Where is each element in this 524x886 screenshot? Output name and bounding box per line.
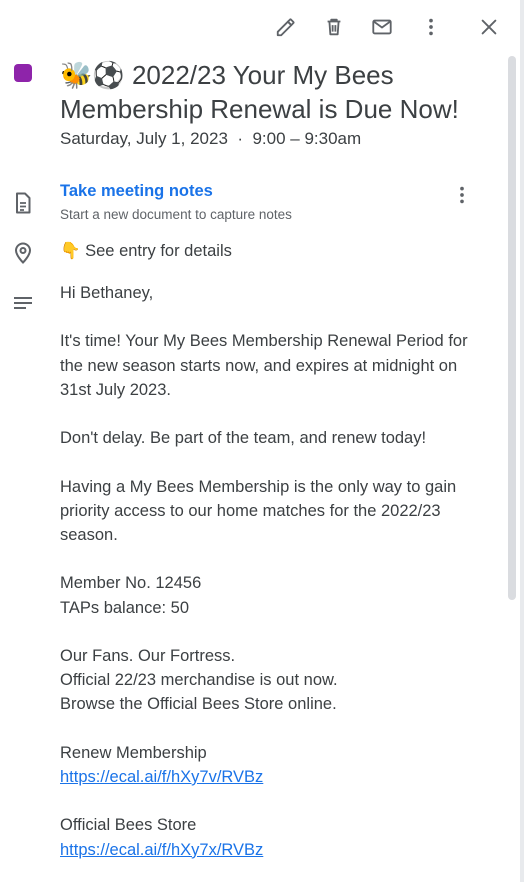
location-pin-icon xyxy=(11,241,35,265)
slogan: Our Fans. Our Fortress. xyxy=(60,646,236,665)
scrollbar-thumb[interactable] xyxy=(508,56,516,600)
store-label: Official Bees Store xyxy=(60,816,197,835)
description-paragraph: Having a My Bees Membership is the only way to gain priority access to our home matches for the 2022/23 season. xyxy=(60,477,457,544)
mail-icon xyxy=(371,16,393,38)
event-date-time: Saturday, July 1, 2023 · 9:00 – 9:30am xyxy=(60,129,362,148)
renew-membership-link[interactable]: https://ecal.ai/f/hXy7v/RVBz xyxy=(60,767,264,786)
member-number: Member No. 12456 xyxy=(60,574,202,593)
taps-balance: TAPs balance: 50 xyxy=(60,598,190,617)
store-line: Browse the Official Bees Store online. xyxy=(60,695,337,714)
more-vert-icon xyxy=(420,16,442,38)
pencil-icon xyxy=(275,16,297,38)
event-toolbar xyxy=(0,0,524,54)
merch-line: Official 22/23 merchandise is out now. xyxy=(60,671,338,690)
description-paragraph: It's time! Your My Bees Membership Renewal Period for the new season starts now, and expires at midnight on 31st July 2023. xyxy=(60,332,468,399)
email-guests-button[interactable] xyxy=(364,9,400,45)
delete-button[interactable] xyxy=(316,9,352,45)
event-color-swatch xyxy=(14,64,32,82)
description-paragraph: Don't delay. Be part of the team, and renew today! xyxy=(60,429,427,448)
store-block xyxy=(60,813,490,861)
notes-more-button[interactable] xyxy=(450,182,474,208)
take-meeting-notes-link[interactable]: Take meeting notes xyxy=(60,182,213,200)
more-options-button[interactable] xyxy=(413,9,449,45)
official-store-link[interactable]: https://ecal.ai/f/hXy7x/RVBz xyxy=(60,840,264,859)
more-vert-icon xyxy=(451,184,473,206)
meeting-notes-subtitle: Start a new document to capture notes xyxy=(60,207,292,222)
edit-button[interactable] xyxy=(268,9,304,45)
close-icon xyxy=(478,16,500,38)
trash-icon xyxy=(323,16,345,38)
panel-edge xyxy=(520,0,524,882)
description-greeting: Hi Bethaney, xyxy=(60,284,154,302)
event-location: 👇 See entry for details xyxy=(60,242,232,260)
renew-label: Renew Membership xyxy=(60,743,207,762)
description-icon xyxy=(11,292,35,316)
renew-block xyxy=(60,741,490,789)
event-description xyxy=(60,281,490,886)
document-icon xyxy=(11,191,35,215)
event-title: 🐝⚽ 2022/23 Your My Bees Membership Renewal is Due Now! xyxy=(60,60,459,124)
close-button[interactable] xyxy=(471,9,507,45)
member-details xyxy=(60,571,490,619)
promo-block xyxy=(60,644,490,717)
